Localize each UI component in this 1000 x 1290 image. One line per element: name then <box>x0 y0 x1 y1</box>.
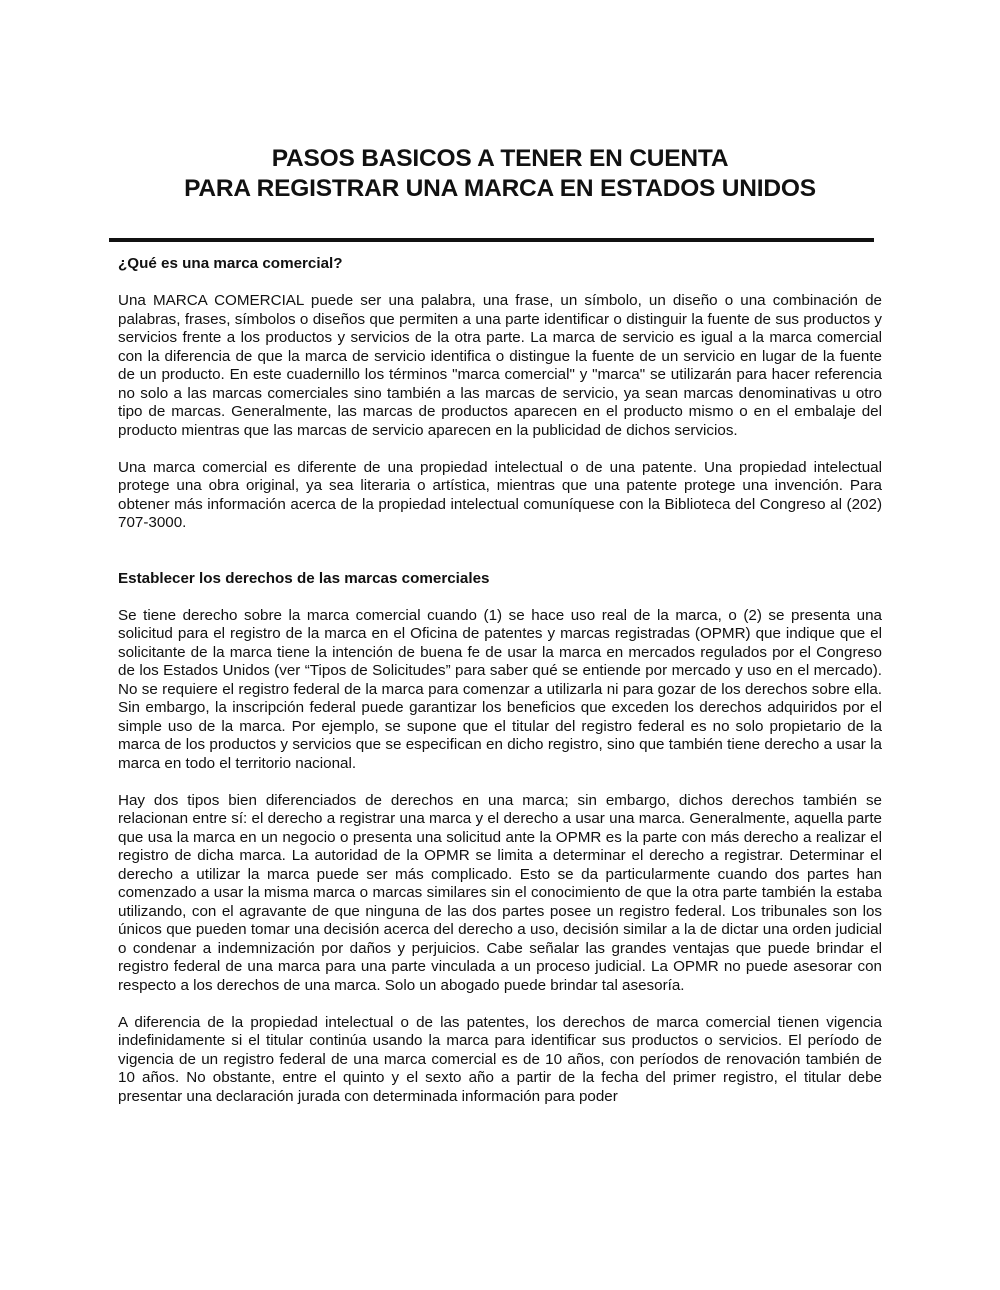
title-line-1: PASOS BASICOS A TENER EN CUENTA <box>271 145 729 172</box>
title-divider <box>109 238 874 242</box>
section-que-es-marca <box>118 255 882 533</box>
paragraph: Una MARCA COMERCIAL puede ser una palabra, una frase, un símbolo, un diseño o una combinación de palabras, frases, símbolos o diseños que permiten a una parte identificar o distinguir la fuente de sus productos y servicios frente a los productos y servicios de la otra parte. La marca de servicio es igual a la marca comercial con la diferencia de que la marca de servicio identifica o distingue la fuente de un servicio en lugar de la fuente de un producto. En este cuadernillo los términos "marca comercial" y "marca" se utilizarán para hacer referencia no solo a las marcas comerciales sino también a las marcas de servicio, ya sean marcas denominativas u otro tipo de marcas. Generalmente, las marcas de productos aparecen en el producto mismo o en el embalaje del producto mientras que las marcas de servicio aparecen en la publicidad de dichos servicios. <box>118 292 882 439</box>
document-body <box>118 255 882 1106</box>
paragraph: Hay dos tipos bien diferenciados de derechos en una marca; sin embargo, dichos derechos también se relacionan entre sí: el derecho a registrar una marca y el derecho a usar una marca. Generalmente, aquella parte que usa la marca en un negocio o presenta una solicitud ante la OPMR es la parte con más derecho a realizar el registro de dicha marca. La autoridad de la OPMR se limita a determinar el derecho a registrar. Determinar el derecho a utilizar la marca puede ser más complicado. Esto se da particularmente cuando dos partes han comenzado a usar la misma marca o marcas similares sin el conocimiento de que la otra parte también la estaba utilizando, con el agravante de que ninguna de las dos partes posee un registro federal. Los tribunales son los únicos que pueden tomar una decisión acerca del derecho a uso, decisión similar a la de dictar una orden judicial o condenar a indemnización por daños y perjuicios. Cabe señalar las grandes ventajas que puede brindar el registro federal de una marca para una parte vinculada a un proceso judicial. La OPMR no puede asesorar con respecto a los derechos de una marca. Solo un abogado puede brindar tal asesoría. <box>118 791 882 994</box>
section-heading: Establecer los derechos de las marcas comerciales <box>118 569 490 587</box>
document-title <box>0 144 1000 204</box>
paragraph: Una marca comercial es diferente de una propiedad intelectual o de una patente. Una propiedad intelectual protege una obra original, ya sea literaria o artística, mientras que una patente protege una invención. Para obtener más información acerca de la propiedad intelectual comuníquese con la Biblioteca del Congreso al (202) 707-3000. <box>118 458 882 531</box>
title-line-2: PARA REGISTRAR UNA MARCA EN ESTADOS UNIDOS <box>184 175 816 202</box>
paragraph: Se tiene derecho sobre la marca comercial cuando (1) se hace uso real de la marca, o (2) se presenta una solicitud para el registro de la marca en el Oficina de patentes y marcas registradas (OPMR) que indique que el solicitante de la marca tiene la intención de buena fe de usar la marca en mercados regulados por el Congreso de los Estados Unidos (ver “Tipos de Solicitudes” para saber qué se entiende por mercado y uso en el mercado). No se requiere el registro federal de la marca para comenzar a utilizarla ni para gozar de los derechos sobre ella. Sin embargo, la inscripción federal puede garantizar los beneficios que exceden los derechos adquiridos por el simple uso de la marca. Por ejemplo, se supone que el titular del registro federal es no solo propietario de la marca de los productos y servicios que se especifican en dicho registro, sino que también tiene derecho a usar la marca en todo el territorio nacional. <box>118 606 882 772</box>
section-establecer-derechos <box>118 570 882 1107</box>
section-heading: ¿Qué es una marca comercial? <box>118 255 343 272</box>
paragraph: A diferencia de la propiedad intelectual o de las patentes, los derechos de marca comercial tienen vigencia indefinidamente si el titular continúa usando la marca para identificar sus productos o servicios. El período de vigencia de un registro federal de una marca comercial es de 10 años, con períodos de renovación también de 10 años. No obstante, entre el quinto y el sexto año a partir de la fecha del primer registro, el titular debe presentar una declaración jurada con determinada información para poder <box>118 1013 882 1105</box>
